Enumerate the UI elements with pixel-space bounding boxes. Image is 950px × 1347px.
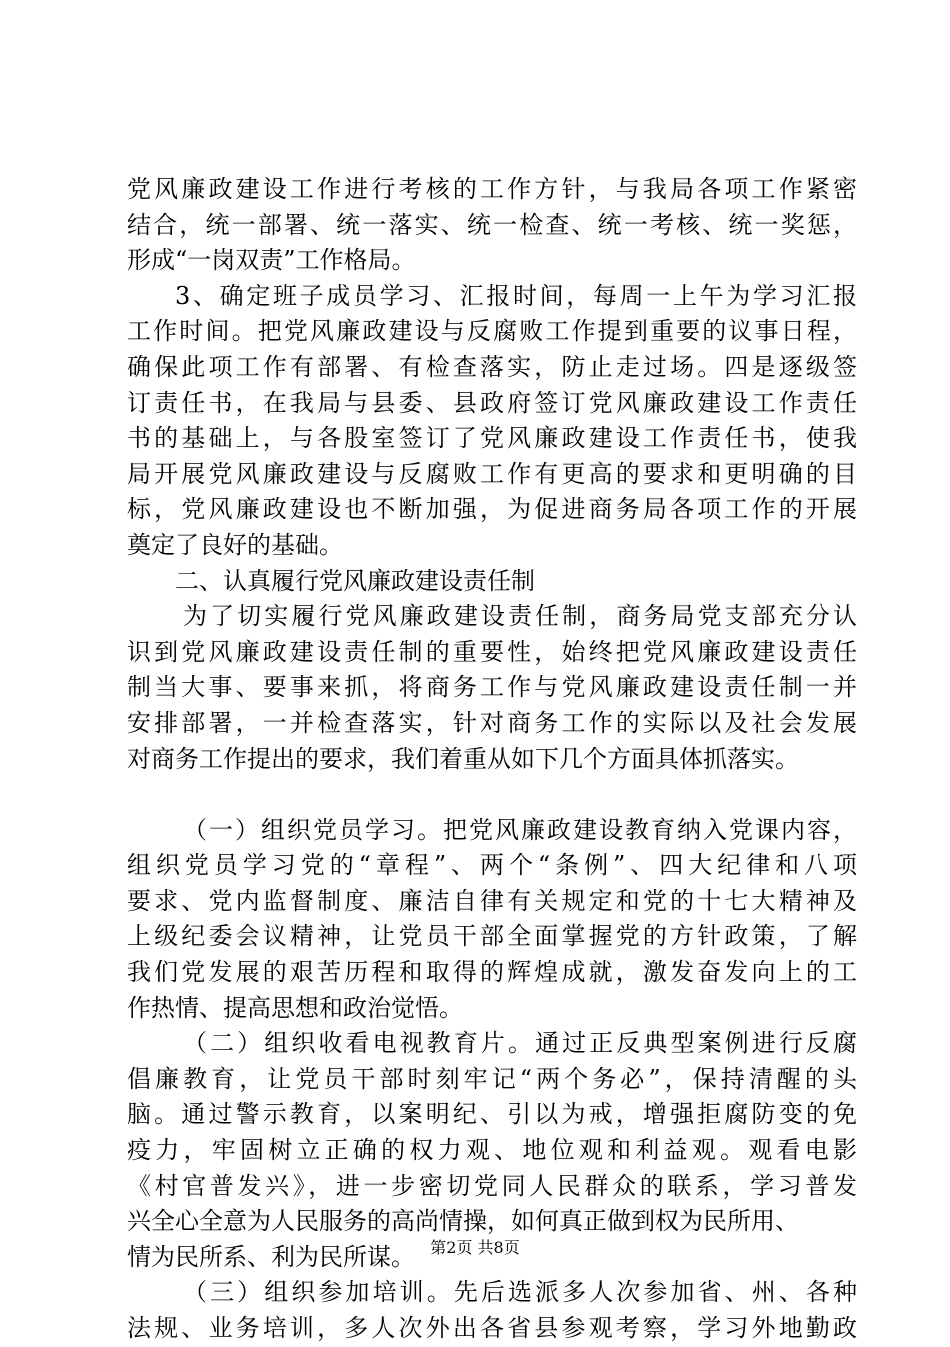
text-line: 倡廉教育，让党员干部时刻牢记“两个务必”，保持清醒的头 (127, 1064, 857, 1093)
text-line: 要求、党内监督制度、廉洁自律有关规定和党的十七大精神及 (127, 886, 857, 915)
text-line: 3、确定班子成员学习、汇报时间，每周一上午为学习汇报 (175, 281, 857, 310)
text-line: 党风廉政建设工作进行考核的工作方针，与我局各项工作紧密 (127, 175, 857, 203)
text-line: （二）组织收看电视教育片。通过正反典型案例进行反腐 (183, 1029, 857, 1058)
text-line: 我们党发展的艰苦历程和取得的辉煌成就，激发奋发向上的工 (127, 958, 857, 987)
text-line: 《村官普发兴》，进一步密切党同人民群众的联系，学习普发 (127, 1171, 857, 1200)
text-line: 结合，统一部署、统一落实、统一检查、统一考核、统一奖惩， (127, 210, 857, 239)
text-line: 书的基础上，与各股室签订了党风廉政建设工作责任书，使我 (127, 424, 857, 453)
text-line: 制当大事、要事来抓，将商务工作与党风廉政建设责任制一并 (127, 673, 857, 702)
document-body (127, 172, 857, 1347)
page-number: 第2页 共8页 (430, 1238, 520, 1257)
text-line: （三）组织参加培训。先后选派多人次参加省、州、各种 (183, 1278, 857, 1307)
text-line: 法规、业务培训，多人次外出各省县参观考察，学习外地勤政 (127, 1314, 857, 1342)
text-line: 组织党员学习党的“章程”、两个“条例”、四大纪律和八项 (127, 851, 857, 880)
text-line: 疫力，牢固树立正确的权力观、地位观和利益观。观看电影 (127, 1136, 857, 1165)
text-line: 形成“一岗双责”工作格局。 (127, 246, 416, 275)
page-footer (0, 1235, 950, 1258)
text-line: 为了切实履行党风廉政建设责任制，商务局党支部充分认 (183, 602, 857, 631)
text-line: （一）组织党员学习。把党风廉政建设教育纳入党课内容， (183, 815, 857, 844)
text-line: 工作时间。把党风廉政建设与反腐败工作提到重要的议事日程， (127, 317, 857, 346)
text-line: 情为民所系、利为民所谋。 (127, 1242, 415, 1271)
paragraph-gap (127, 777, 857, 813)
text-line: 标，党风廉政建设也不断加强，为促进商务局各项工作的开展 (127, 495, 857, 524)
section-heading: 二、认真履行党风廉政建设责任制 (175, 566, 535, 595)
text-line: 识到党风廉政建设责任制的重要性，始终把党风廉政建设责任 (127, 637, 857, 666)
text-line: 对商务工作提出的要求，我们着重从如下几个方面具体抓落实。 (127, 744, 799, 773)
text-line: 脑。通过警示教育，以案明纪、引以为戒，增强拒腐防变的免 (127, 1100, 857, 1129)
text-line: 订责任书，在我局与县委、县政府签订党风廉政建设工作责任 (127, 388, 857, 417)
text-line: 局开展党风廉政建设与反腐败工作有更高的要求和更明确的目 (127, 459, 857, 488)
text-line: 上级纪委会议精神，让党员干部全面掌握党的方针政策，了解 (127, 922, 857, 951)
text-line: 作热情、提高思想和政治觉悟。 (127, 993, 463, 1022)
text-line: 确保此项工作有部署、有检查落实，防止走过场。四是逐级签 (127, 352, 857, 381)
text-line: 兴全心全意为人民服务的高尚情操，如何真正做到权为民所用、 (127, 1207, 799, 1236)
text-line: 安排部署，一并检查落实，针对商务工作的实际以及社会发展 (127, 708, 857, 737)
text-line: 奠定了良好的基础。 (127, 530, 343, 559)
